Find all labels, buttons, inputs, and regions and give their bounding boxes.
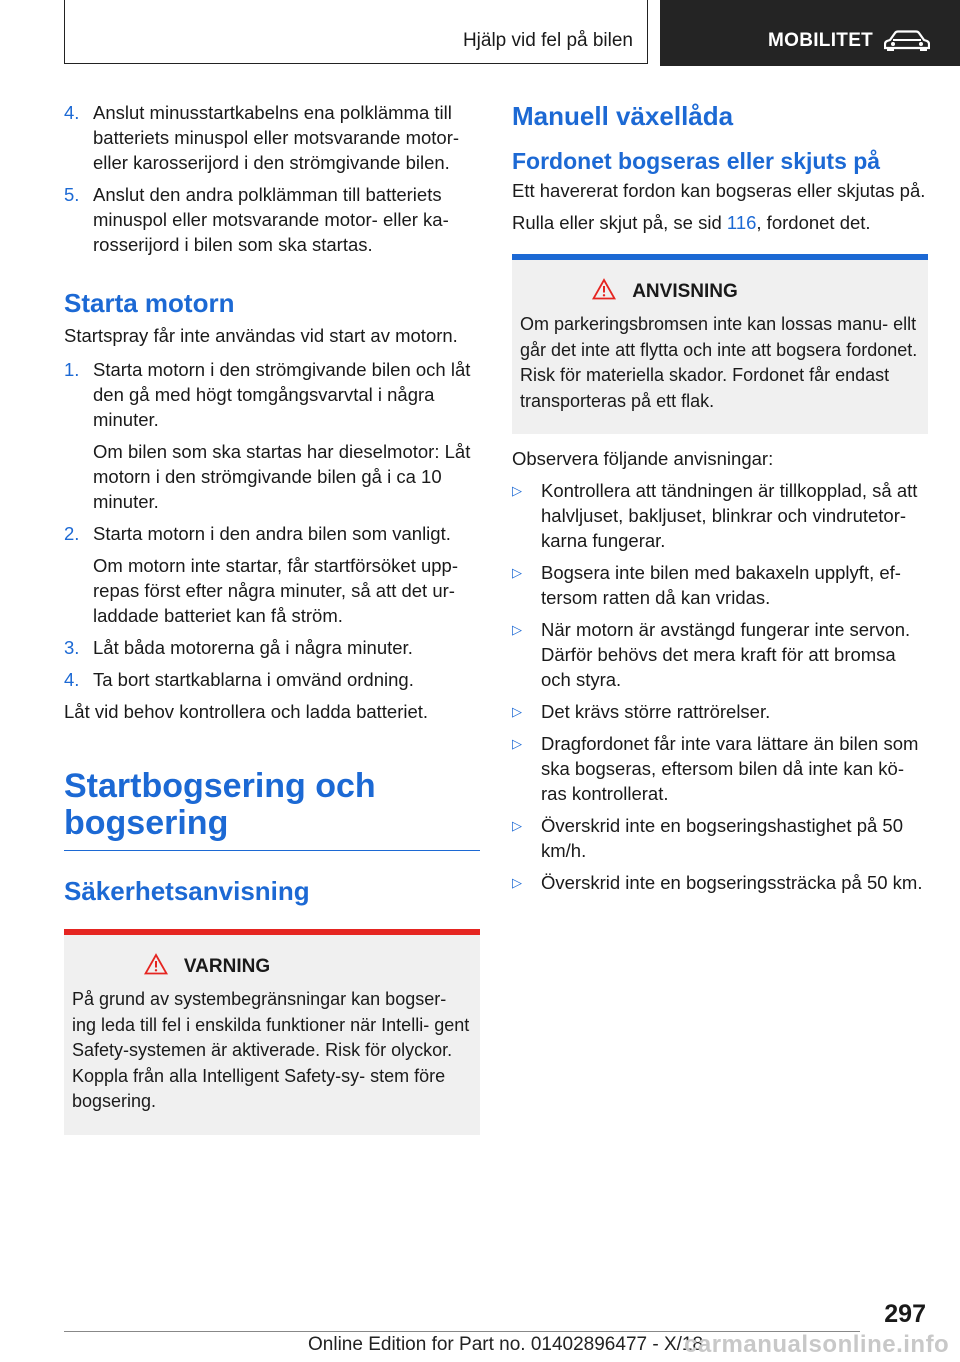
bullet-marker-icon: ▷ bbox=[512, 622, 522, 637]
note-triangle-icon bbox=[592, 278, 632, 306]
footer-edition: Online Edition for Part no. 01402896477 - X/18 bbox=[308, 1334, 704, 1355]
section-heading-start-engine: Starta motorn bbox=[64, 288, 235, 318]
list-number: 2. bbox=[64, 523, 80, 544]
bullet-text: Överskrid inte en bogseringshastighet på 50 km/h. bbox=[541, 815, 903, 861]
section-heading-manual-gearbox: Manuell växellåda bbox=[512, 101, 734, 131]
list-number: 3. bbox=[64, 637, 80, 658]
section-heading-safety: Säkerhetsanvisning bbox=[64, 876, 310, 906]
note-title-row bbox=[520, 278, 920, 306]
bullet-text: När motorn är avstängd fungerar inte servon. Därför behövs det mera kraft för att bromsa och styra. bbox=[541, 619, 911, 690]
page-reference-link[interactable]: 116 bbox=[726, 212, 757, 233]
bullet-text: Bogsera inte bilen med bakaxeln upplyft, ef- tersom ratten då kan vridas. bbox=[541, 562, 901, 608]
car-icon bbox=[884, 30, 930, 57]
list-item bbox=[64, 100, 480, 175]
list-text: Låt båda motorerna gå i några minuter. bbox=[93, 637, 413, 658]
bullet-marker-icon: ▷ bbox=[512, 736, 522, 751]
list-number: 4. bbox=[64, 102, 80, 123]
list-number: 5. bbox=[64, 184, 80, 205]
bullet-item bbox=[512, 813, 928, 863]
list-text: Anslut minusstartkabelns ena polklämma till batteriets minuspol eller motsvarande motor- eller karosserijord i den strömgivande bilen. bbox=[93, 102, 460, 173]
bullet-item bbox=[512, 560, 928, 610]
note-text: Om parkeringsbromsen inte kan lossas manu- ellt går det inte att flytta och inte att bogsera fordonet. Risk för materiella skador. Fordonet får endast transporteras på ett flak. bbox=[520, 314, 918, 411]
list-number: 4. bbox=[64, 669, 80, 690]
observe-text: Observera följande anvisningar: bbox=[512, 448, 774, 469]
list-text: Ta bort startkablarna i omvänd ordning. bbox=[93, 669, 414, 690]
bullet-marker-icon: ▷ bbox=[512, 818, 522, 833]
right-column bbox=[512, 100, 928, 902]
list-text: Starta motorn i den andra bilen som vanligt. bbox=[93, 523, 451, 544]
heading-rule bbox=[64, 850, 480, 851]
bullet-text: Överskrid inte en bogseringssträcka på 50 km. bbox=[541, 872, 923, 893]
bullet-marker-icon: ▷ bbox=[512, 565, 522, 580]
bullet-marker-icon: ▷ bbox=[512, 704, 522, 719]
page-number: 297 bbox=[884, 1300, 926, 1328]
bullet-item bbox=[512, 617, 928, 692]
chapter-heading-line-2: bogsering bbox=[64, 804, 229, 842]
bullet-text: Dragfordonet får inte vara lättare än bilen som ska bogseras, eftersom bilen då inte kan kö- ras kontrollerat. bbox=[541, 733, 919, 804]
list-item bbox=[64, 182, 480, 257]
start-intro: Startspray får inte användas vid start av motorn. bbox=[64, 325, 458, 346]
list-text: Starta motorn i den strömgivande bilen och låt den gå med högt tomgångsvarvtal i några minuter. bbox=[93, 359, 471, 430]
warning-text: På grund av systembegränsningar kan bogser- ing leda till fel i enskilda funktioner när Intelli- gent Safety-systemen är aktiverade. Risk för olyckor. Koppla från alla Intelligent Safety-sy- stem före bogsering. bbox=[72, 989, 470, 1111]
bullet-marker-icon: ▷ bbox=[512, 483, 522, 498]
header-chapter-title: MOBILITET bbox=[768, 30, 874, 51]
warning-title-row bbox=[72, 953, 472, 981]
header-section-box bbox=[64, 0, 648, 64]
bullet-item bbox=[512, 478, 928, 553]
header-section-title: Hjälp vid fel på bilen bbox=[462, 30, 633, 51]
bullet-item bbox=[512, 870, 928, 895]
list-item bbox=[64, 635, 480, 660]
bullet-item bbox=[512, 731, 928, 806]
note-box bbox=[512, 254, 928, 434]
note-title: ANVISNING bbox=[632, 281, 738, 302]
list-item bbox=[64, 521, 480, 546]
intro-text: Ett havererat fordon kan bogseras eller skjutas på. bbox=[512, 180, 926, 201]
watermark: carmanualsonline.info bbox=[684, 1331, 950, 1358]
subheading-towing: Fordonet bogseras eller skjuts på bbox=[512, 148, 881, 174]
chapter-heading-line-1: Startbogsering och bbox=[64, 767, 376, 805]
list-item bbox=[64, 357, 480, 432]
list-text: Anslut den andra polklämman till batteriets minuspol eller motsvarande motor- eller ka- rosserijord i bilen som ska startas. bbox=[93, 184, 449, 255]
list-item bbox=[64, 667, 480, 692]
list-subtext: Om motorn inte startar, får startförsöket upp- repas först efter några minuter, så att det ur- laddade batteriet kan få ström. bbox=[93, 555, 458, 626]
bullet-item bbox=[512, 699, 928, 724]
left-column bbox=[64, 100, 480, 1135]
list-subtext: Om bilen som ska startas har dieselmotor: Låt motorn i den strömgivande bilen gå i ca 10 minuter. bbox=[93, 441, 471, 512]
bullet-text: Det krävs större rattrörelser. bbox=[541, 701, 771, 722]
warning-box bbox=[64, 929, 480, 1135]
bullet-text: Kontrollera att tändningen är tillkopplad, så att halvljuset, bakljuset, blinkrar och vindrutetor- karna fungerar. bbox=[541, 480, 918, 551]
list-number: 1. bbox=[64, 359, 80, 380]
warning-title: VARNING bbox=[183, 956, 271, 977]
bullet-marker-icon: ▷ bbox=[512, 875, 522, 890]
reference-text: Rulla eller skjut på, se sid 116, fordonet det. bbox=[512, 212, 871, 233]
closing-text: Låt vid behov kontrollera och ladda batteriet. bbox=[64, 701, 429, 722]
header-chapter-box bbox=[660, 0, 960, 66]
warning-triangle-icon bbox=[144, 953, 184, 981]
